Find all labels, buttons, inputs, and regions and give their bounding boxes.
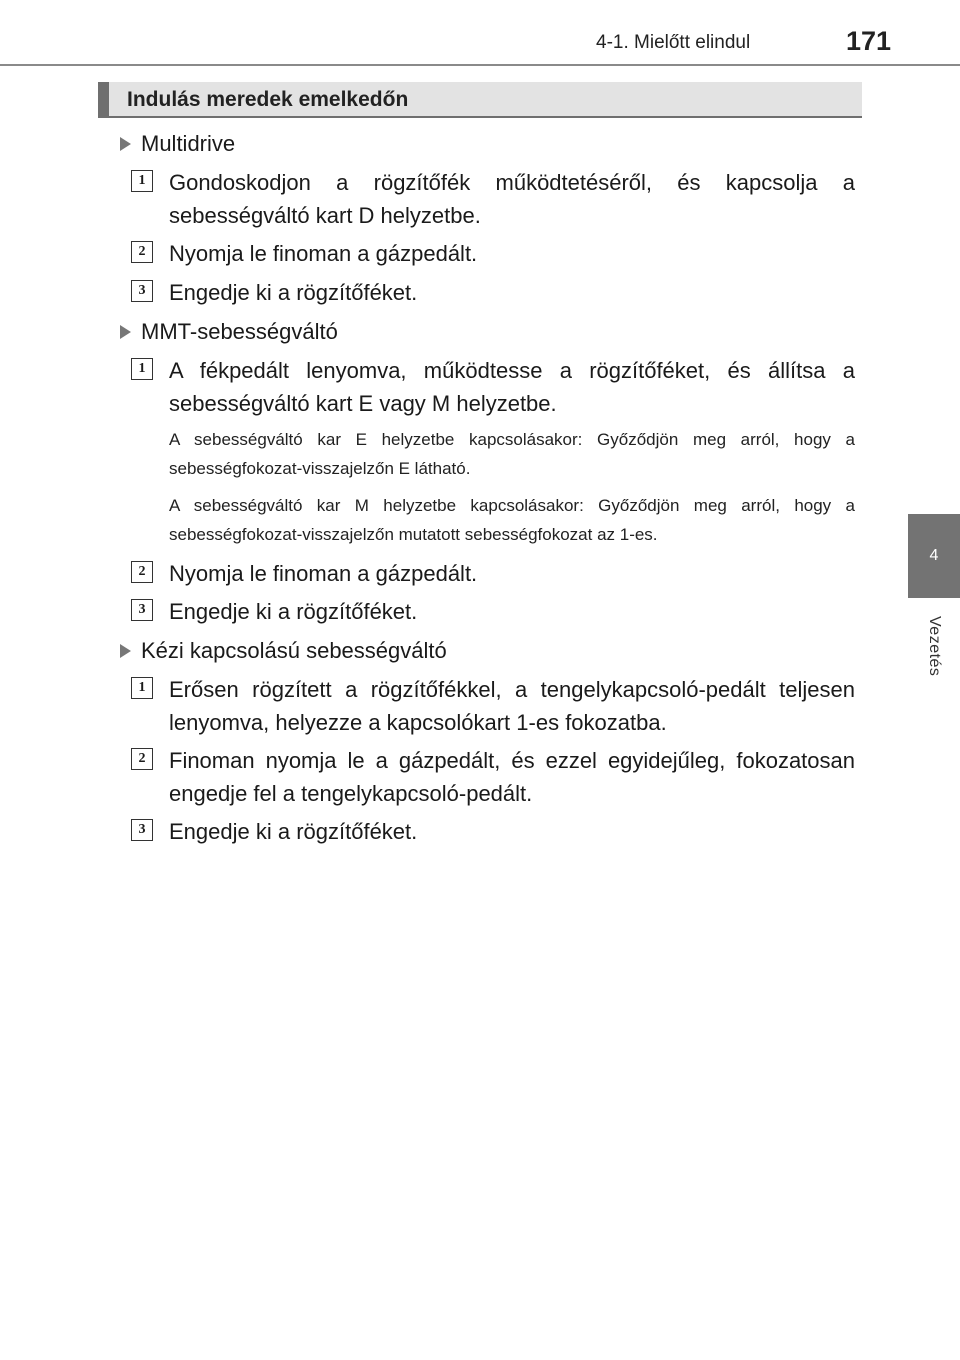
step-item	[131, 276, 855, 309]
step-text: Nyomja le finoman a gázpedált.	[169, 241, 478, 266]
triangle-bullet-icon	[120, 137, 131, 151]
step-item	[131, 815, 855, 848]
step-item	[131, 744, 855, 810]
step-item	[131, 595, 855, 628]
step-number-badge: 2	[131, 748, 153, 770]
chapter-number: 4	[929, 547, 939, 564]
step-number-badge: 2	[131, 561, 153, 583]
step-text: A fékpedált lenyomva, működtesse a rögzítőféket, és állítsa a sebességváltó kart E vagy M helyzetbe.	[169, 358, 855, 416]
step-text: Engedje ki a rögzítőféket.	[169, 280, 418, 305]
step-number-badge: 3	[131, 819, 153, 841]
step-number-badge: 1	[131, 677, 153, 699]
step-item	[131, 166, 855, 232]
header-rule	[0, 64, 960, 66]
step-text: Gondoskodjon a rögzítőfék működtetéséről, és kapcsolja a sebességváltó kart D helyzetbe.	[169, 170, 855, 228]
note-text: A sebességváltó kar E helyzetbe kapcsolásakor: Győződjön meg arról, hogy a sebességfokozat-visszajelzőn E látható.	[169, 430, 855, 478]
step-text: Engedje ki a rögzítőféket.	[169, 819, 418, 844]
bullet-title: Multidrive	[141, 131, 236, 156]
chapter-tab	[908, 514, 960, 598]
bullet-title: Kézi kapcsolású sebességváltó	[141, 638, 447, 663]
step-text: Finoman nyomja le a gázpedált, és ezzel egyidejűleg, fokozatosan engedje fel a tengelykapcsoló-pedált.	[169, 748, 855, 806]
chapter-label: Vezetés	[926, 615, 943, 677]
bullet-multidrive	[120, 127, 235, 160]
section-heading-bar	[98, 82, 862, 118]
page-number: 171	[846, 26, 892, 56]
step-number-badge: 2	[131, 241, 153, 263]
bullet-mmt	[120, 315, 338, 348]
step-number-badge: 1	[131, 170, 153, 192]
step-item	[131, 237, 855, 270]
step-number-badge: 1	[131, 358, 153, 380]
step-text: Erősen rögzített a rögzítőfékkel, a tengelykapcsoló-pedált teljesen lenyomva, helyezze a kapcsolókart 1-es fokozatba.	[169, 677, 855, 735]
step-item	[131, 673, 855, 739]
step-text: Engedje ki a rögzítőféket.	[169, 599, 418, 624]
step-number-badge: 3	[131, 280, 153, 302]
step-text: Nyomja le finoman a gázpedált.	[169, 561, 478, 586]
step-number-badge: 3	[131, 599, 153, 621]
triangle-bullet-icon	[120, 325, 131, 339]
running-header-section: 4-1. Mielőtt elindul	[596, 32, 751, 53]
chapter-label-container	[908, 604, 960, 688]
bullet-title: MMT-sebességváltó	[141, 319, 338, 344]
triangle-bullet-icon	[120, 644, 131, 658]
step-item	[131, 557, 855, 590]
bullet-manual	[120, 634, 447, 667]
section-title: Indulás meredek emelkedőn	[127, 88, 409, 111]
note-text: A sebességváltó kar M helyzetbe kapcsolásakor: Győződjön meg arról, hogy a sebességfokozat-visszajelzőn mutatott sebességfokozat az 1-es.	[169, 496, 855, 544]
step-item	[131, 354, 855, 420]
